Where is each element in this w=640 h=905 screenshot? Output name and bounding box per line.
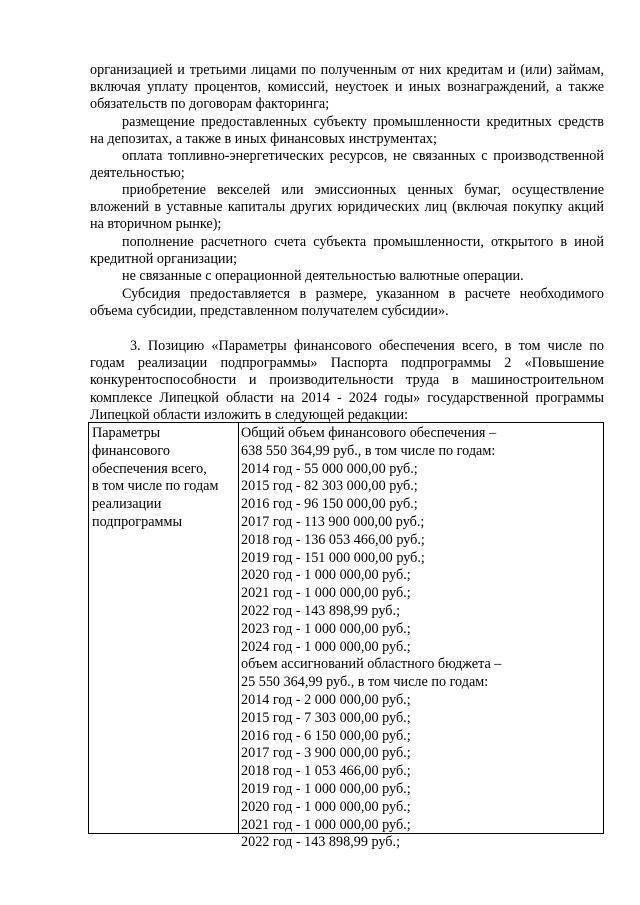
financing-value-line: 2019 год - 151 000 000,00 руб.; [241,549,425,566]
financing-value-line: 2016 год - 96 150 000,00 руб.; [241,496,418,513]
parameter-name-line: в том числе по годам [92,478,219,495]
financing-value-line: 2020 год - 1 000 000,00 руб.; [241,567,411,584]
parameter-name-line: подпрограммы [92,513,182,530]
financing-value-line: 2017 год - 3 900 000,00 руб.; [241,745,411,762]
parameter-name-line: обеспечения всего, [92,460,207,477]
paragraph-account: пополнение расчетного счета субъекта промышленности, открытого в иной кредитной организации; [90,234,604,268]
paragraph-energy: оплата топливно-энергетических ресурсов, не связанных с производственной деятельностью; [90,148,604,182]
paragraph-subsidy-amount: Субсидия предоставляется в размере, указанном в расчете необходимого объема субсидии, представленном получателем субсидии». [90,286,604,320]
financing-value-line: объем ассигнований областного бюджета – [241,656,502,673]
paragraph-item-3: 3. Позицию «Параметры финансового обеспечения всего, в том числе по годам реализации подпрограммы» Паспорта подпрограммы 2 «Повышение конкурентоспособности и производительности труда в машиностроительном комплексе Липецкой области на 2014 - 2024 годы» государственной программы Липецкой области изложить в следующей редакции: [90,338,604,423]
financing-parameters-table [88,422,604,851]
financing-value-line: 2018 год - 1 053 466,00 руб.; [241,763,411,780]
financing-value-line: 2014 год - 2 000 000,00 руб.; [241,691,411,708]
financing-value-line: 2014 год - 55 000 000,00 руб.; [241,460,418,477]
paragraph-securities: приобретение векселей или эмиссионных ценных бумаг, осуществление вложений в уставные капиталы других юридических лиц (включая покупку акций на вторичном рынке); [90,182,604,233]
financing-value-line: 2017 год - 113 900 000,00 руб.; [241,513,425,530]
parameter-name-line: реализации [92,496,162,513]
financing-value-line: Общий объем финансового обеспечения – [241,425,497,441]
financing-value-line: 2019 год - 1 000 000,00 руб.; [241,780,411,797]
financing-value-line: 2018 год - 136 053 466,00 руб.; [241,531,425,548]
financing-value-line: 2021 год - 1 000 000,00 руб.; [241,816,411,833]
parameter-name-line: финансового [92,442,170,459]
financing-value-line: 2020 год - 1 000 000,00 руб.; [241,798,411,815]
financing-value-line: 2015 год - 82 303 000,00 руб.; [241,478,418,495]
financing-value-line: 2022 год - 143 898,99 руб.; [241,834,401,851]
financing-value-line: 25 550 364,99 руб., в том числе по годам: [241,674,489,691]
paragraph-loans: организацией и третьими лицами по полученным от них кредитам и (или) займам, включая уплату процентов, комиссий, неустоек и иных вознаграждений, а также обязательств по договорам факторинга; [90,62,604,113]
financing-value-line: 2022 год - 143 898,99 руб.; [241,602,401,619]
paragraph-currency: не связанные с операционной деятельностью валютные операции. [122,268,524,284]
parameter-name-line: Параметры [92,425,161,441]
table-cell-parameter-name [92,425,237,532]
financing-value-line: 638 550 364,99 руб., в том числе по годам: [241,442,496,459]
table-column-divider [238,423,239,833]
financing-value-line: 2023 год - 1 000 000,00 руб.; [241,620,411,637]
table-cell-financing-values [241,425,601,852]
financing-value-line: 2024 год - 1 000 000,00 руб.; [241,638,411,655]
financing-value-line: 2015 год - 7 303 000,00 руб.; [241,709,411,726]
paragraph-deposits: размещение предоставленных субъекту промышленности кредитных средств на депозитах, а также в иных финансовых инструментах; [90,114,604,148]
financing-value-line: 2016 год - 6 150 000,00 руб.; [241,727,411,744]
financing-value-line: 2021 год - 1 000 000,00 руб.; [241,585,411,602]
